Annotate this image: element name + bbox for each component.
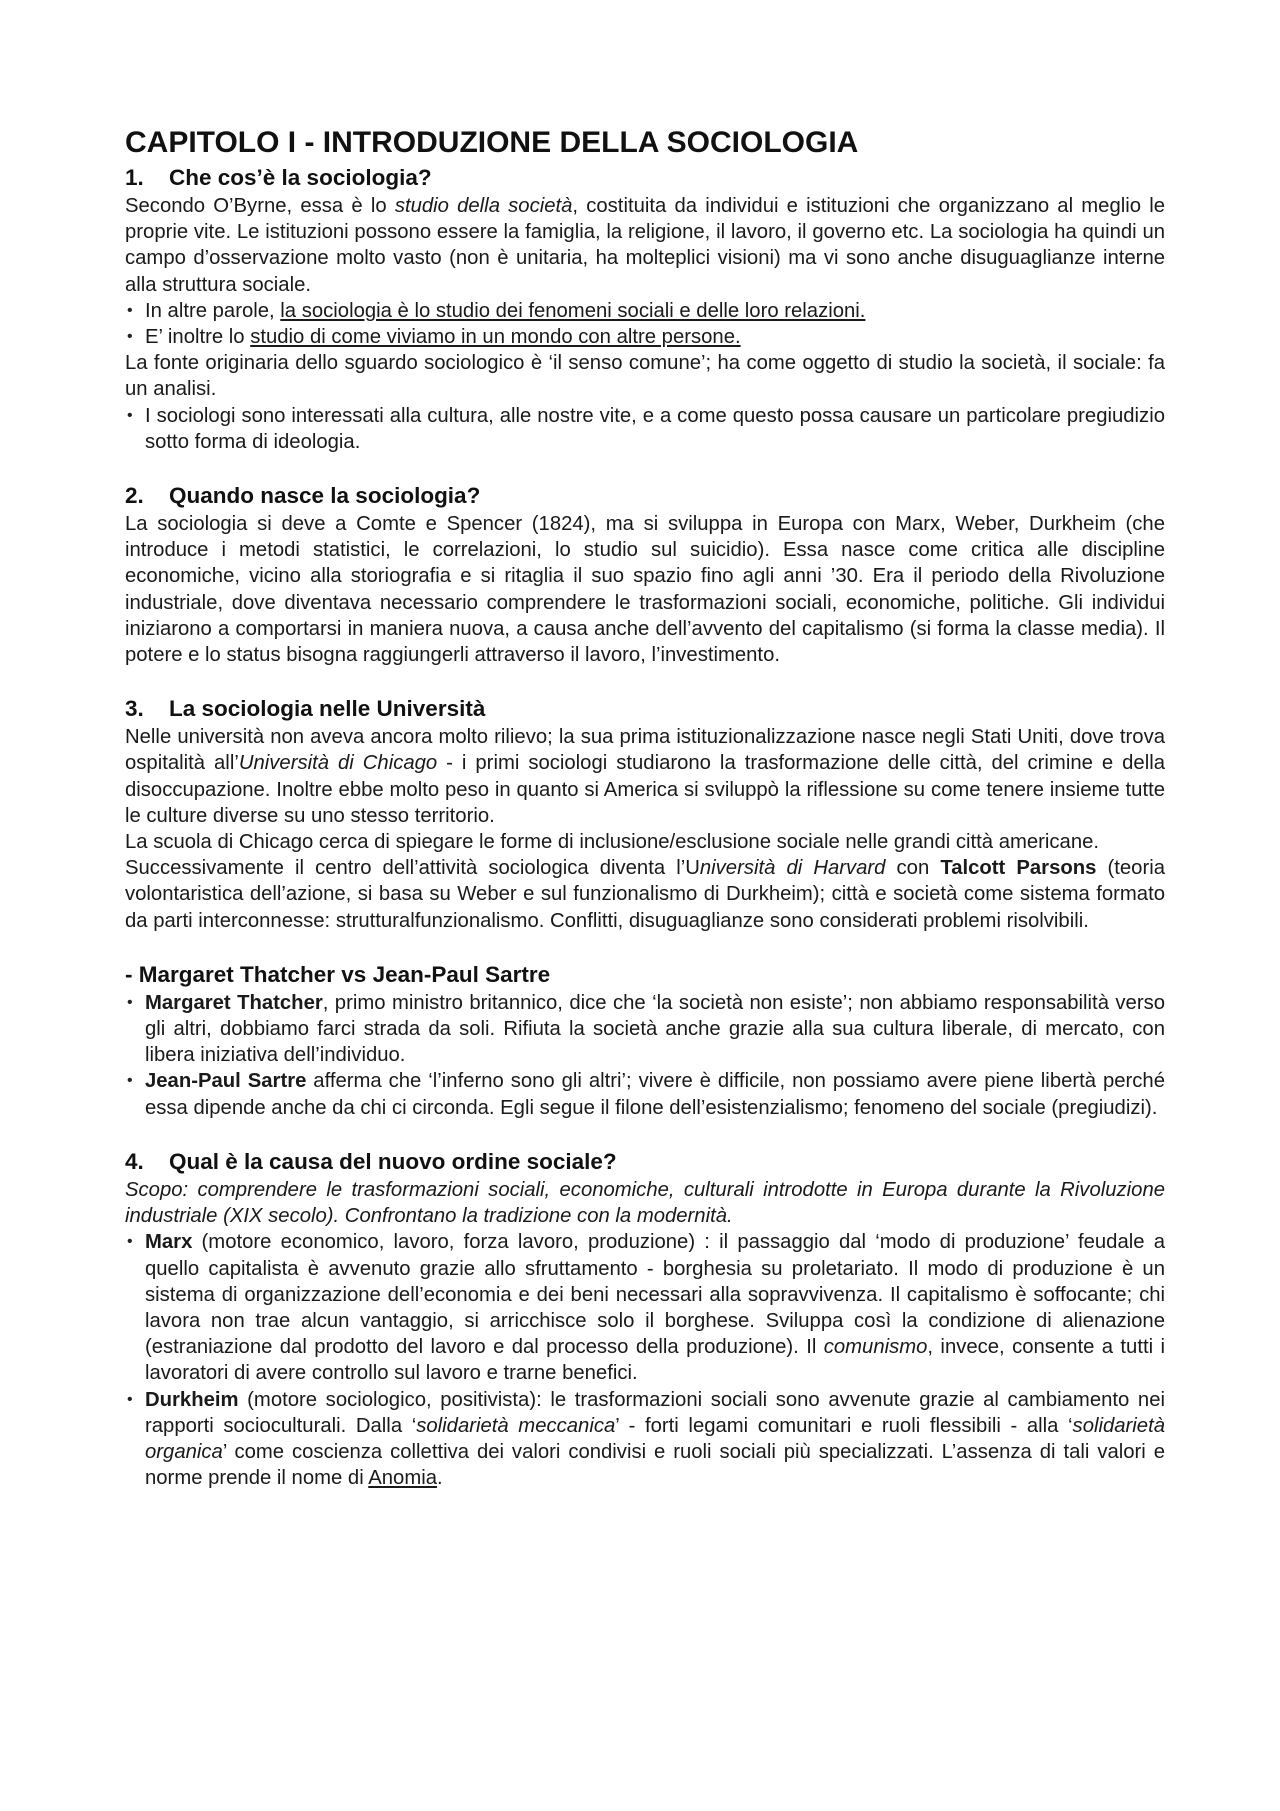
list-item: • In altre parole, la sociologia è lo studio dei fenomeni sociali e delle loro relazioni. [125,298,1165,324]
section-3-paragraph-3: Successivamente il centro dell’attività sociologica diventa l’Università di Harvard con Talcott Parsons (teoria volontaristica dell’azione, si basa su Weber e sul funzionalismo di Durkheim); città e società come sistema formato da parti interconnesse: strutturalfunzionalismo. Conflitti, disuguaglianze sono considerati problemi risolvibili. [125,857,1165,932]
list-item: • Margaret Thatcher, primo ministro britannico, dice che ‘la società non esiste’; non abbiamo responsabilità verso gli altri, dobbiamo farci strada da soli. Rifiuta la società anche grazie alla sua cultura liberale, di mercato, con libera iniziativa dell’individuo. [125,990,1165,1069]
list-item: • I sociologi sono interessati alla cultura, alle nostre vite, e a come questo possa causare un particolare pregiudizio sotto forma di ideologia. [125,403,1165,455]
list-item: • Marx (motore economico, lavoro, forza lavoro, produzione) : il passaggio dal ‘modo di produzione’ feudale a quello capitalista è avvenuto grazie allo sfruttamento - borghesia su proletariato. Il modo di produzione è un sistema di organizzazione dell’economia e dei beni necessari alla sopravvivenza. Il capitalismo è soffocante; chi lavora non trae alcun vantaggio, si arricchisce solo il borghese. Sviluppa così la condizione di alienazione (estraniazione dal prodotto del lavoro e dal processo della produzione). Il comunismo, invece, consente a tutti i lavoratori di avere controllo sul lavoro e trarne benefici. [125,1229,1165,1386]
section-thatcher-sartre-list [125,990,1165,1121]
section-4-heading: 4. Qual è la causa del nuovo ordine sociale? [125,1148,617,1174]
section-2-paragraph: La sociologia si deve a Comte e Spencer (1824), ma si sviluppa in Europa con Marx, Weber, Durkheim (che introduce i metodi statistici, le correlazioni, lo studio sul suicidio). Essa nasce come critica alle discipline economiche, vicino alla storiografia e si ritaglia il suo spazio fino agli anni ’30. Era il periodo della Rivoluzione industriale, dove diventava necessario comprendere le trasformazioni sociali, economiche, politiche. Gli individui iniziarono a comportarsi in maniera nuova, a causa anche dell’avvento del capitalismo (si forma la classe media). Il potere e lo status bisogna raggiungerli attraverso il lavoro, l’investimento. [125,513,1165,667]
section-1-paragraph-1: Secondo O’Byrne, essa è lo studio della società, costituita da individui e istituzioni che organizzano al meglio le proprie vite. Le istituzioni possono essere la famiglia, la religione, il lavoro, il governo etc. La sociologia ha quindi un campo d’osservazione molto vasto (non è unitaria, ha molteplici visioni) ma vi sono anche disuguaglianze interne alla struttura sociale. [125,195,1165,296]
section-2 [125,481,1165,668]
section-4-intro: Scopo: comprendere le trasformazioni sociali, economiche, culturali introdotte in Europa durante la Rivoluzione industriale (XIX secolo). Confrontano la tradizione con la modernità. [125,1178,1165,1228]
section-3-paragraph-2: La scuola di Chicago cerca di spiegare le forme di inclusione/esclusione sociale nelle grandi città americane. [125,831,1100,854]
list-item: • E’ inoltre lo studio di come viviamo in un mondo con altre persone. [125,324,1165,350]
section-4 [125,1147,1165,1491]
section-1 [125,163,1165,455]
section-1-list-1 [125,298,1165,350]
section-3 [125,694,1165,934]
section-4-list [125,1229,1165,1491]
section-1-list-2 [125,403,1165,455]
section-thatcher-sartre-heading: - Margaret Thatcher vs Jean-Paul Sartre [125,961,551,987]
list-item: • Durkheim (motore sociologico, positivista): le trasformazioni sociali sono avvenute grazie al cambiamento nei rapporti socioculturali. Dalla ‘solidarietà meccanica’ - forti legami comunitari e ruoli flessibili - alla ‘solidarietà organica’ come coscienza collettiva dei valori condivisi e ruoli sociali più specializzati. L’assenza di tali valori e norme prende il nome di Anomia. [125,1387,1165,1492]
section-thatcher-sartre [125,960,1165,1121]
list-item: • Jean-Paul Sartre afferma che ‘l’inferno sono gli altri’; vivere è difficile, non possiamo avere piene libertà perché essa dipende anche da chi ci circonda. Egli segue il filone dell’esistenzialismo; fenomeno del sociale (pregiudizi). [125,1068,1165,1120]
chapter-title: CAPITOLO I - INTRODUZIONE DELLA SOCIOLOGIA [125,126,859,159]
section-2-heading: 2. Quando nasce la sociologia? [125,483,481,509]
section-1-paragraph-2: La fonte originaria dello sguardo sociologico è ‘il senso comune’; ha come oggetto di studio la società, il sociale: fa un analisi. [125,352,1165,401]
document-page [125,125,1165,1517]
section-3-heading: 3. La sociologia nelle Università [125,696,486,722]
section-3-paragraph-1: Nelle università non aveva ancora molto rilievo; la sua prima istituzionalizzazione nasce negli Stati Uniti, dove trova ospitalità all’Università di Chicago - i primi sociologi studiarono la trasformazione delle città, del crimine e della disoccupazione. Inoltre ebbe molto peso in quanto si America si sviluppò la riflessione su come tenere insieme tutte le culture diverse su uno stesso territorio. [125,726,1165,827]
section-1-heading: 1. Che cos’è la sociologia? [125,165,432,190]
